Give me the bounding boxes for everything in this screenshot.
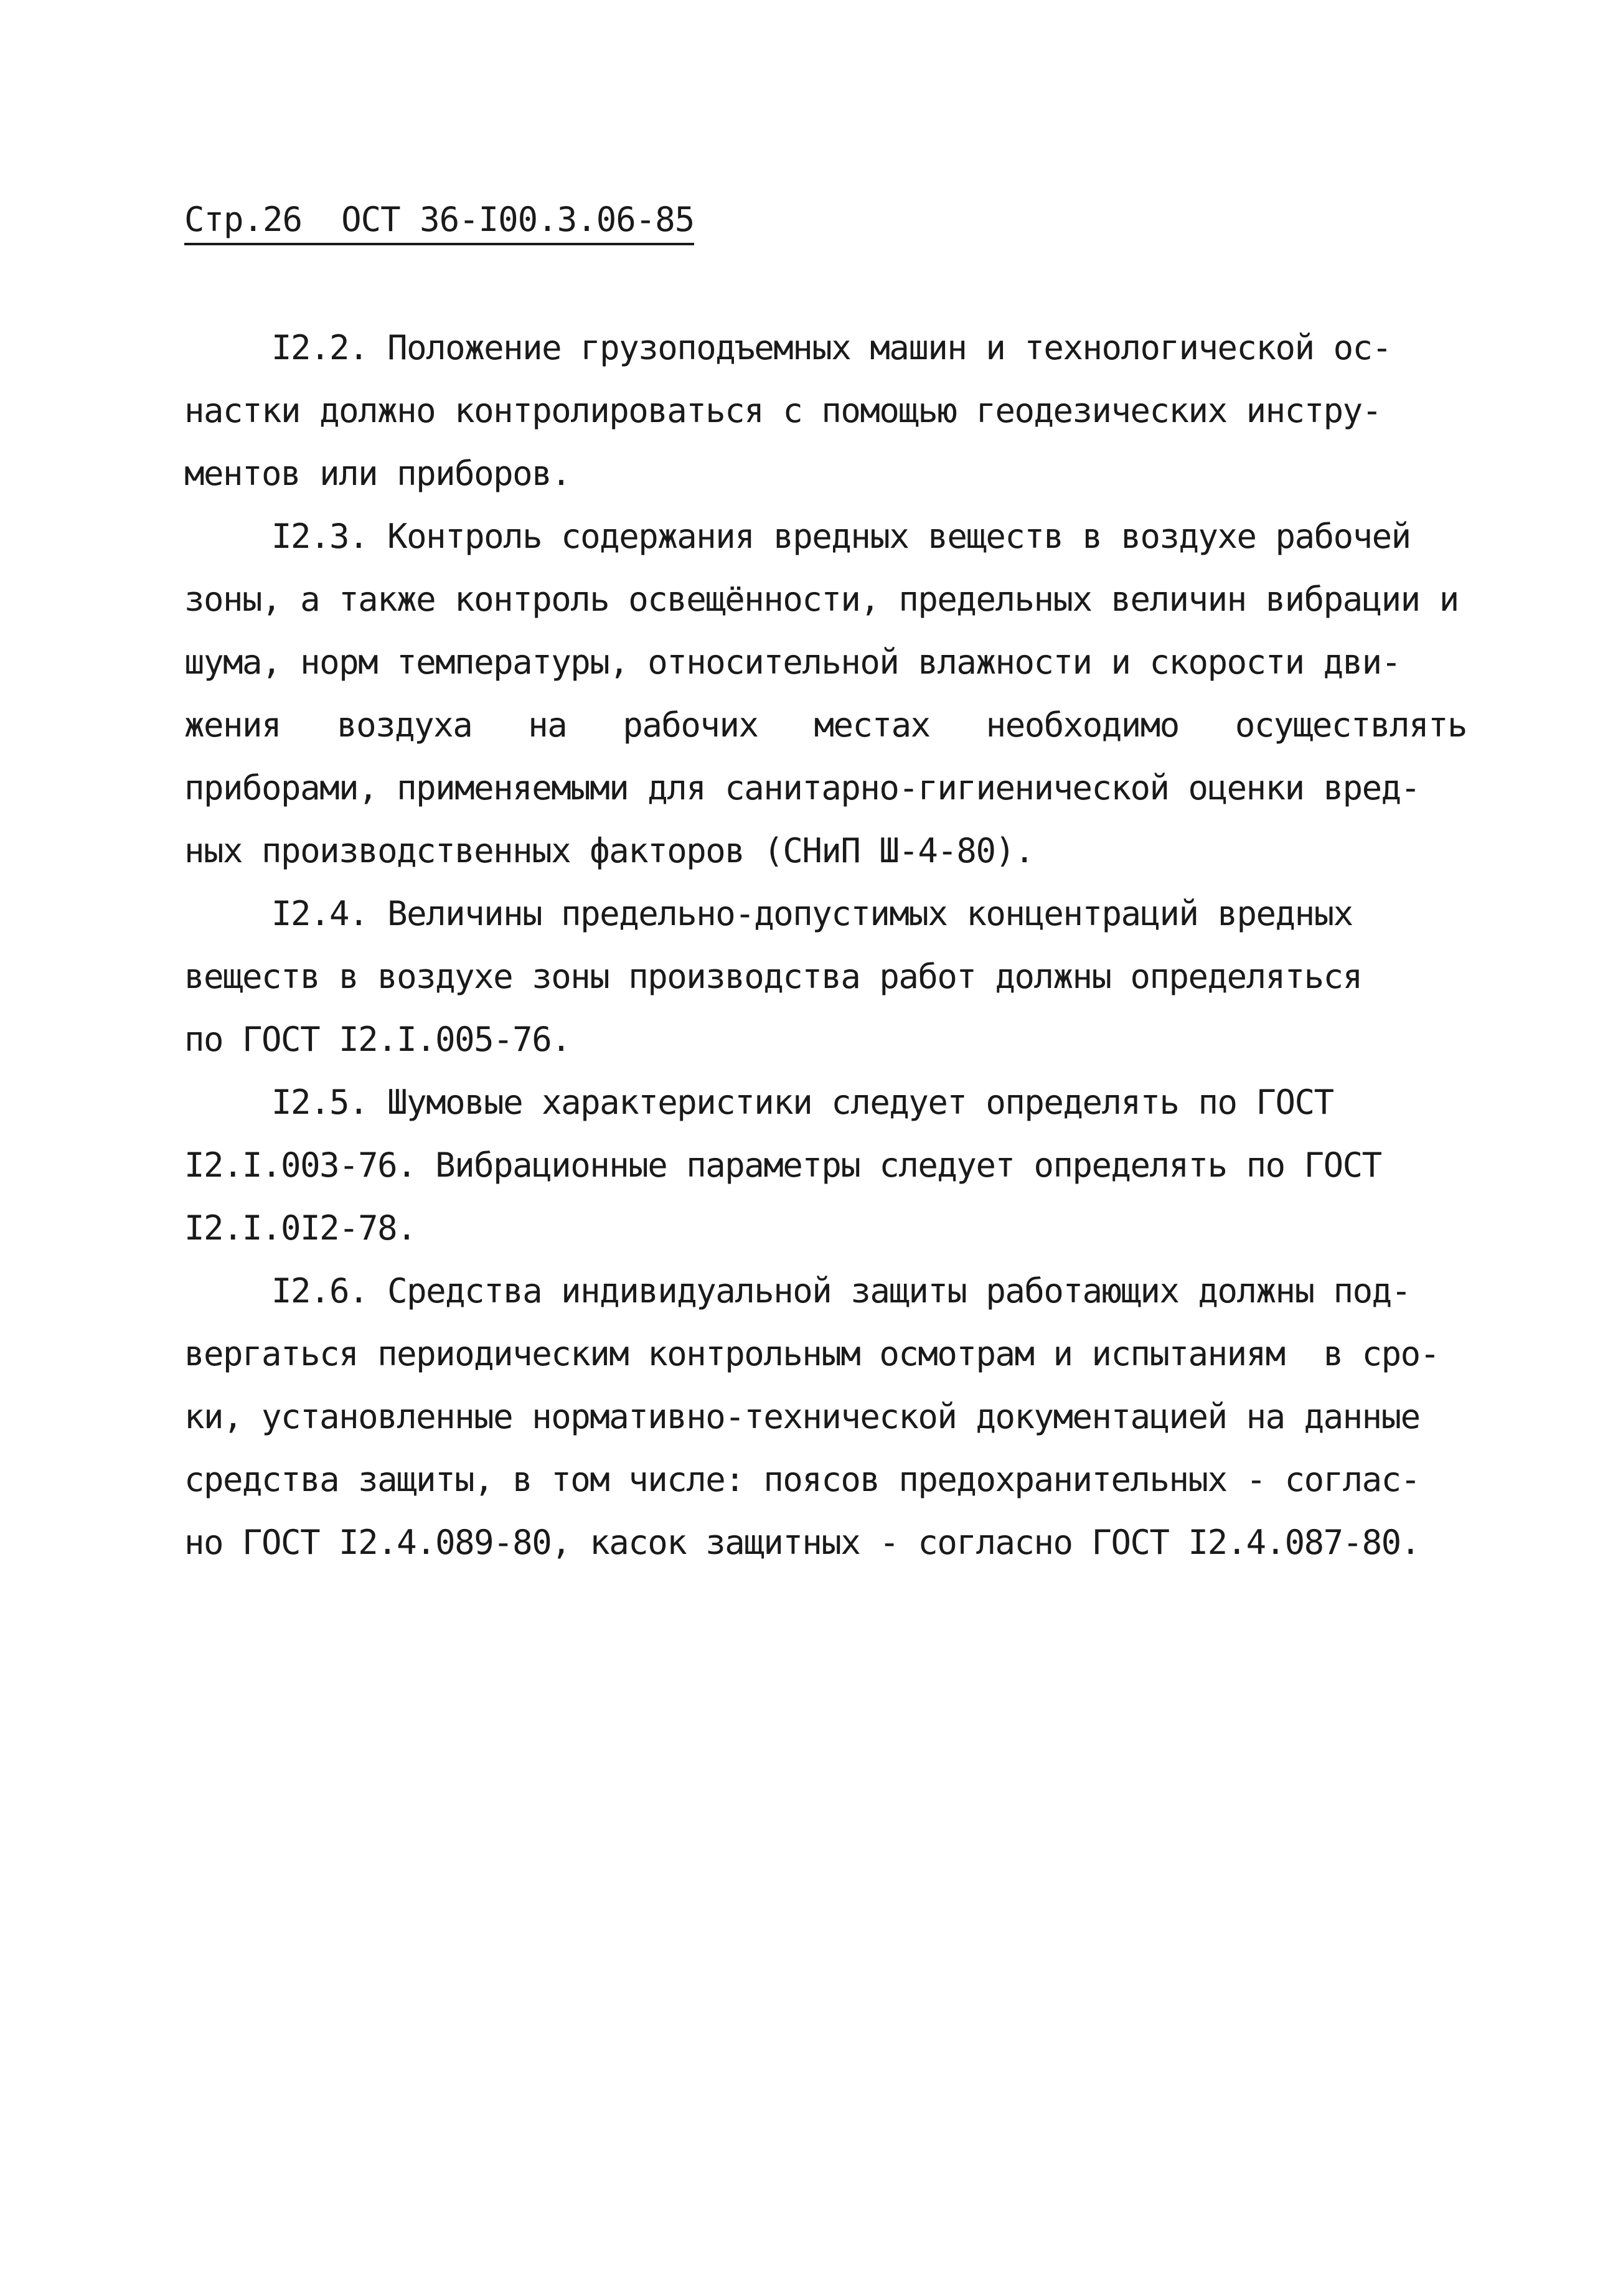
text-line: I2.6. Средства индивидуальной защиты работающих должны под- <box>271 1271 1411 1310</box>
page-header: Стр.26 ОСТ 36-I00.3.06-85 <box>184 198 694 245</box>
paragraph-12-5 <box>184 1071 1467 1259</box>
text-line: зоны, а также контроль освещённости, предельных величин вибрации и <box>184 580 1459 619</box>
text-line: но ГОСТ I2.4.089-80, касок защитных - согласно ГОСТ I2.4.087-80. <box>184 1523 1420 1562</box>
text-line: ментов или приборов. <box>184 454 571 493</box>
document-body <box>184 316 1467 1574</box>
text-line: настки должно контролироваться с помощью геодезических инстру- <box>184 391 1381 430</box>
paragraph-12-3 <box>184 505 1467 882</box>
text-line: по ГОСТ I2.I.005-76. <box>184 1020 571 1059</box>
paragraph-12-6 <box>184 1259 1467 1574</box>
text-line: шума, норм температуры, относительной влажности и скорости дви- <box>184 642 1401 682</box>
text-line: ных производственных факторов (СНиП Ш-4-80). <box>184 831 1034 870</box>
text-line: жения воздуха на рабочих местах необходимо осуществлять <box>184 705 1467 745</box>
paragraph-12-2 <box>184 316 1467 505</box>
text-line: ки, установленные нормативно-технической документацией на данные <box>184 1397 1420 1436</box>
text-line: I2.I.0I2-78. <box>184 1208 416 1248</box>
text-line: веществ в воздухе зоны производства работ должны определяться <box>184 957 1362 996</box>
text-line: средства защиты, в том числе: поясов предохранительных - соглас- <box>184 1460 1420 1499</box>
text-line: вергаться периодическим контрольным осмотрам и испытаниям в сро- <box>184 1334 1439 1373</box>
text-line: I2.5. Шумовые характеристики следует определять по ГОСТ <box>271 1083 1333 1122</box>
paragraph-12-4 <box>184 882 1467 1071</box>
text-line: I2.3. Контроль содержания вредных веществ в воздухе рабочей <box>271 517 1411 556</box>
text-line: приборами, применяемыми для санитарно-гигиенической оценки вред- <box>184 768 1420 807</box>
text-line: I2.4. Величины предельно-допустимых концентраций вредных <box>271 894 1353 933</box>
text-line: I2.I.003-76. Вибрационные параметры следует определять по ГОСТ <box>184 1146 1381 1185</box>
text-line: I2.2. Положение грузоподъемных машин и технологической ос- <box>271 328 1391 367</box>
